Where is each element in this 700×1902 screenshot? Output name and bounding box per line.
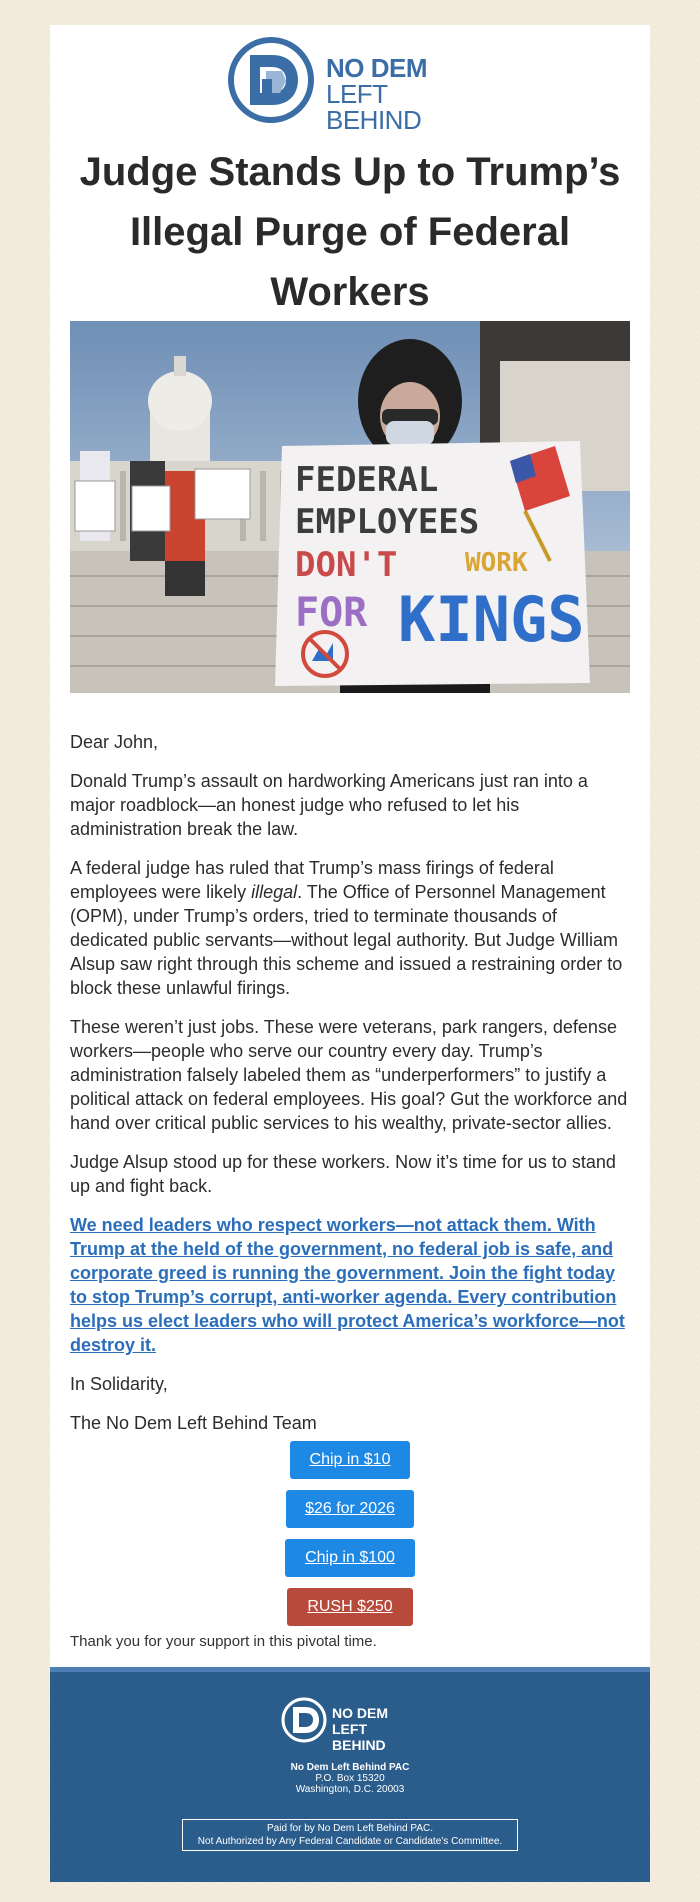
logo-text (326, 55, 486, 133)
footer-org: No Dem Left Behind PAC (290, 1762, 410, 1773)
illegal-emphasis: illegal (251, 882, 298, 902)
footer-address (50, 1762, 650, 1795)
footer-po-box: P.O. Box 15320 (315, 1773, 385, 1784)
logo-line1: NO DEM (326, 53, 427, 83)
footer-city: Washington, D.C. 20003 (295, 1784, 405, 1795)
sign-line3: DON'T (295, 545, 398, 585)
greeting: Dear John, (70, 732, 159, 752)
cta-link[interactable]: We need leaders who respect workers—not attack them. With Trump at the held of the government, no federal job is safe, and corporate greed is running the government. Join the fight today to stop Trump’s corrupt, anti-worker agenda. Every contribution helps us elect leaders who will protect America’s workforce—not destroy it. (70, 1215, 625, 1355)
footer-logo[interactable] (280, 1696, 420, 1753)
paid-for-disclaimer: Paid for by No Dem Left Behind PAC. Not Authorized by Any Federal Candidate or Candidate’s Committee. (182, 1819, 518, 1851)
sign-line4b: KINGS (398, 583, 585, 656)
26-for-2026-button[interactable]: $26 for 2026 (286, 1490, 414, 1528)
footer-logo-d-icon (280, 1696, 328, 1744)
paragraph-1: Donald Trump’s assault on hardworking Americans just ran into a major roadblock—an honest judge who refused to let his administration break the law. (70, 771, 588, 839)
chip-in-100-button[interactable]: Chip in $100 (285, 1539, 415, 1577)
signoff: In Solidarity, (70, 1374, 168, 1394)
signature: The No Dem Left Behind Team (70, 1413, 317, 1433)
headline: Judge Stands Up to Trump’s Illegal Purge of Federal Workers (79, 150, 621, 314)
footer-logo-text: NO DEM LEFT BEHIND (332, 1705, 388, 1753)
paragraph-2: A federal judge has ruled that Trump’s mass firings of federal employees were likely illegal. The Office of Personnel Management (OPM), under Trump’s orders, tried to terminate thousands of dedicated public servants—without legal authority. But Judge William Alsup saw right through this scheme and issued a restraining order to block these unlawful firings. (70, 858, 623, 998)
rush-250-button[interactable]: RUSH $250 (287, 1588, 413, 1626)
chip-in-10-button[interactable]: Chip in $10 (290, 1441, 410, 1479)
sign-line4a: FOR (295, 590, 368, 636)
paragraph-3: These weren’t just jobs. These were veterans, park rangers, defense workers—people who serve our country every day. Trump’s administration falsely labeled them as “underperformers” to justify a political attack on federal employees. His goal? Gut the workforce and hand over critical public services to his wealthy, private-sector allies. (70, 1017, 628, 1133)
sign-work: WORK (465, 548, 528, 578)
email-body (70, 730, 630, 1669)
thank-you-text: Thank you for your support in this pivotal time. (70, 1633, 377, 1650)
logo-d-icon (226, 35, 316, 125)
hero-image[interactable] (70, 321, 630, 693)
logo[interactable] (226, 35, 486, 135)
footer (50, 1667, 650, 1882)
logo-line2: LEFT BEHIND (326, 79, 422, 135)
sign-line1: FEDERAL (295, 460, 439, 500)
sign-line2: EMPLOYEES (295, 502, 480, 542)
protest-photo (70, 321, 630, 693)
email-card (50, 25, 650, 1877)
protest-sign (275, 441, 590, 686)
paragraph-4: Judge Alsup stood up for these workers. Now it’s time for us to stand up and fight back. (70, 1152, 616, 1196)
